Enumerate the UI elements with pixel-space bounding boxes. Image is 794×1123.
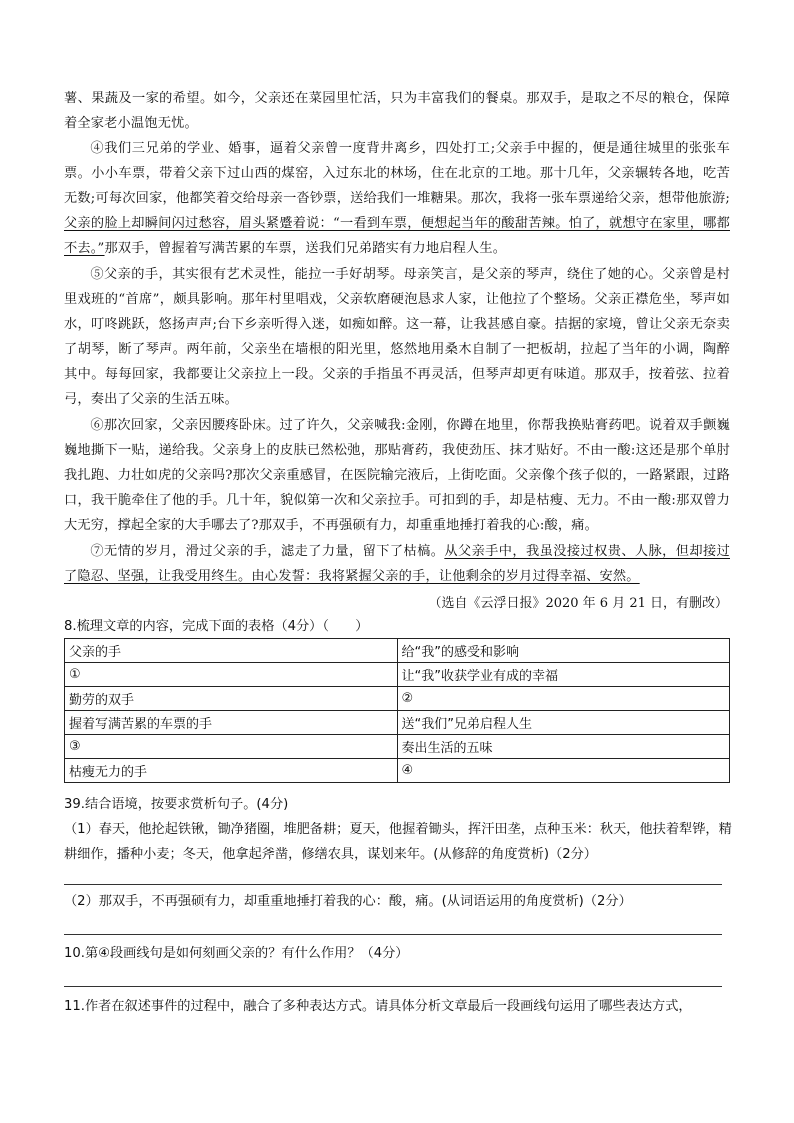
answer-line[interactable] [64, 986, 722, 987]
question-8-prompt: 8.梳理文章的内容，完成下面的表格（4分）（ ） [64, 619, 369, 634]
article-paragraph-7 [64, 539, 730, 589]
question-11-prompt: 11.作者在叙述事件的过程中，融合了多种表达方式。请具体分析文章最后一段画线句运用了哪些表达方式， [64, 999, 692, 1014]
table-row [65, 663, 730, 687]
article-paragraph-5 [64, 262, 730, 412]
question-9-prompt: 39.结合语境，按要求赏析句子。(4分) [64, 797, 289, 812]
table-cell[interactable]: ③ [65, 735, 398, 759]
article-paragraph-3-end [64, 86, 730, 136]
table-row [65, 711, 730, 735]
table-cell: 让“我”收获学业有成的幸福 [397, 663, 730, 687]
article-paragraph-6 [64, 413, 730, 538]
table-cell: 枯瘦无力的手 [65, 759, 398, 783]
paragraph-text: ⑥那次回家，父亲因腰疼卧床。过了许久，父亲喊我:金刚，你蹲在地里，你帮我换贴膏药吧。说着双手颤巍巍地撕下一贴，递给我。父亲身上的皮肤已然松弛，那贴膏药，我使劲压、抹才贴好。不由一酸:这还是那个单肘我扎跑、力壮如虎的父亲吗?那次父亲重感冒，在医院输完液后，上街吃面。父亲像个孩子似的，一路紧跟，过路口，我干脆牵住了他的手。几十年，貌似第一次和父亲拉手。可扣到的手，却是枯瘦、无力。不由一酸:那双曾力大无穷，撑起全家的大手哪去了?那双手，不再强硕有力，却重重地捶打着我的心:酸，痛。 [64, 418, 730, 533]
table-row [65, 759, 730, 783]
question-9-sub2: （2）那双手，不再强硕有力，却重重地捶打着我的心：酸，痛。(从词语运用的角度赏析)（2分） [64, 894, 632, 909]
table-cell: 送“我们”兄弟启程人生 [397, 711, 730, 735]
article-paragraph-4 [64, 136, 730, 261]
answer-line[interactable] [64, 934, 722, 935]
underlined-sentence: 父亲的脸上却瞬间闪过愁容，眉头紧蹙着说：“一看到车票，便想起当年的酸甜苦辣。怕了，就想守在家里，哪都不去。” [64, 216, 730, 256]
question-9-sub1: （1）春天，他抡起铁锹，锄净猪圈，堆肥备耕；夏天，他握着锄头，挥汗田垄，点种玉米：秋天，他扶着犁铧，精耕细作，播种小麦；冬天，他拿起斧凿，修缮农具，谋划来年。(从修辞的角度赏析)（2分） [64, 822, 732, 862]
answer-line[interactable] [64, 884, 722, 885]
table-cell: 勤劳的双手 [65, 687, 398, 711]
paragraph-text: 薯、果蔬及一家的希望。如今，父亲还在菜园里忙活，只为丰富我们的餐桌。那双手，是取之不尽的粮仓，保障着全家老小温饱无忧。 [64, 91, 730, 131]
table-row [65, 639, 730, 663]
table-cell[interactable]: ④ [397, 759, 730, 783]
table-row [65, 735, 730, 759]
paragraph-text: 那双手，曾握着写满苦累的车票，送我们兄弟踏实有力地启程人生。 [104, 241, 507, 256]
paragraph-text: ⑦无情的岁月，滑过父亲的手，滤走了力量，留下了枯槁。 [90, 544, 445, 559]
question-10-prompt: 10.第④段画线句是如何刻画父亲的？有什么作用？（4分） [64, 946, 409, 961]
table-cell: 给“我”的感受和影响 [397, 639, 730, 663]
paragraph-text: ④我们三兄弟的学业、婚事，逼着父亲曾一度背井离乡，四处打工;父亲手中握的，便是通往城里的张张车票。小小车票，带着父亲下过山西的煤窑，入过东北的林场，住在北京的工地。那十几年，父亲辗转各地，吃苦无数;可每次回家，他都笑着交给母亲一沓钞票，送给我们一堆糖果。那次，我将一张车票递给父亲，想带他旅游; [64, 141, 730, 206]
underlined-sentence: 从父亲手中，我虽没接过权贵、人脉，但却接过了隐忍、坚强，让我受用终生。由心发誓：我将紧握父亲的手，让他剩余的岁月过得幸福、安然。 [64, 544, 730, 584]
table-cell[interactable]: ② [397, 687, 730, 711]
article-source: （选自《云浮日报》2020 年 6 月 21 日，有删改） [428, 596, 728, 611]
paragraph-text: ⑤父亲的手，其实很有艺术灵性，能拉一手好胡琴。母亲笑言，是父亲的琴声，绕住了她的心。父亲曾是村里戏班的“首席”，颇具影响。那年村里唱戏，父亲软磨硬泡恳求人家，让他拉了个整场。父亲正襟危坐，琴声如水，叮咚跳跃，悠扬声声;台下乡亲听得入迷，如痴如醉。这一幕，让我甚感自豪。拮据的家境，曾让父亲无奈卖了胡琴，断了琴声。两年前，父亲坐在墙根的阳光里，悠然地用桑木自制了一把板胡，拉起了当年的小调，陶醉其中。每每回家，我都要让父亲拉上一段。父亲的手指虽不再灵活，但琴声却更有味道。那双手，按着弦、拉着弓，奏出了父亲的生活五味。 [64, 267, 730, 407]
table-cell: 握着写满苦累的车票的手 [65, 711, 398, 735]
table-cell: 奏出生活的五味 [397, 735, 730, 759]
table-row [65, 687, 730, 711]
question-8-table [64, 638, 730, 783]
table-cell: 父亲的手 [65, 639, 398, 663]
table-cell[interactable]: ① [65, 663, 398, 687]
